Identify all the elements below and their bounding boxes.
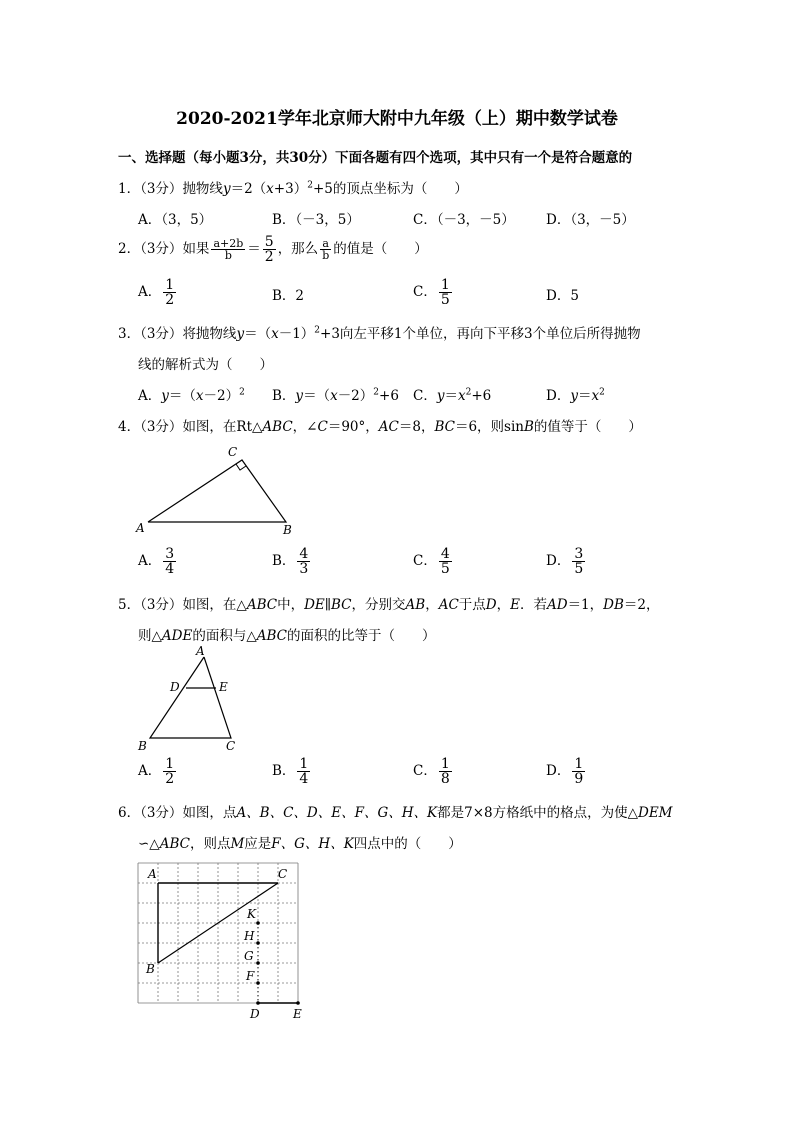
q3-option-d[interactable]: D．$y=x^2$ bbox=[546, 387, 605, 404]
q2-option-b[interactable]: B．2 bbox=[272, 288, 305, 304]
q6-grid-diagram bbox=[130, 855, 330, 1023]
section-title: 一、选择题（每小题3分，共30分）下面各题有四个选项，其中只有一个是符合题意的 bbox=[118, 150, 633, 166]
question-5: 5．（3分）如图，在△ABC中，DE∥BC，分别交AB，AC于点D，E．若AD＝1，DB＝2， bbox=[118, 597, 660, 613]
point-h bbox=[256, 941, 260, 945]
label-e: E bbox=[293, 1007, 302, 1021]
q2-option-a[interactable]: A． $\frac{1}{2}$ bbox=[138, 277, 175, 308]
label-b: B bbox=[146, 962, 155, 976]
fraction: $\frac{a}{b}$ bbox=[322, 237, 330, 262]
label-d: D bbox=[250, 1007, 260, 1021]
label-c: C bbox=[278, 867, 288, 881]
q3-option-c[interactable]: C．$y=x^2+6$ bbox=[413, 387, 492, 404]
q5-option-c[interactable]: C． $\frac{1}{8}$ bbox=[413, 756, 450, 787]
q4-option-a[interactable]: A． $\frac{3}{4}$ bbox=[138, 546, 175, 577]
q3-option-b[interactable]: B．$y=(x-2)^2+6$ bbox=[272, 387, 399, 404]
q4-option-c[interactable]: C． $\frac{4}{5}$ bbox=[413, 546, 450, 577]
question-3-line-2: 线的解析式为（ ） bbox=[138, 357, 273, 373]
q4-option-b[interactable]: B． $\frac{4}{3}$ bbox=[272, 546, 309, 577]
label-g: G bbox=[244, 949, 254, 963]
triangle-abc bbox=[150, 657, 231, 738]
point-e bbox=[296, 1001, 300, 1005]
label-h: H bbox=[244, 929, 255, 943]
fraction: $\frac{5}{2}$ bbox=[264, 234, 274, 265]
q1-option-d[interactable]: D．（3，－5） bbox=[546, 212, 635, 228]
q2-option-c[interactable]: C． $\frac{1}{5}$ bbox=[413, 277, 450, 308]
grid-lines bbox=[138, 863, 298, 1003]
label-c: C bbox=[226, 739, 236, 753]
question-1: 1．（3分）抛物线$y=2(x+3)^2+5$的顶点坐标为（ ） bbox=[118, 180, 468, 197]
point-g bbox=[256, 961, 260, 965]
label-e: E bbox=[219, 680, 228, 694]
q5-option-a[interactable]: A． $\frac{1}{2}$ bbox=[138, 756, 175, 787]
label-d: D bbox=[170, 680, 180, 694]
point-k bbox=[256, 921, 260, 925]
q2-option-d[interactable]: D．5 bbox=[546, 288, 579, 304]
question-4: 4．（3分）如图，在Rt△ABC，∠C＝90°，AC＝8，BC＝6，则sinB的值等于（ ） bbox=[118, 419, 642, 435]
q4-triangle-diagram bbox=[130, 440, 310, 540]
question-3: 3．（3分）将抛物线$y=(x-1)^2+3$向左平移1个单位，再向下平移3个单位后所得抛物 bbox=[118, 325, 641, 342]
label-f: F bbox=[246, 969, 255, 983]
label-b: B bbox=[283, 523, 292, 537]
point-d bbox=[256, 1001, 260, 1005]
label-a: A bbox=[148, 867, 157, 881]
question-5-line-2: 则△ADE的面积与△ABC的面积的比等于（ ） bbox=[138, 628, 436, 644]
q4-option-d[interactable]: D． $\frac{3}{5}$ bbox=[546, 546, 584, 577]
label-k: K bbox=[247, 907, 256, 921]
fraction: $\frac{a+2b}{b}$ bbox=[213, 237, 244, 262]
page-title: 2020-2021学年北京师大附中九年级（上）期中数学试卷 bbox=[176, 109, 618, 129]
q3-option-a[interactable]: A．$y=(x-2)^2$ bbox=[138, 387, 245, 404]
q1-option-b[interactable]: B．（－3，5） bbox=[272, 212, 360, 228]
label-a: A bbox=[136, 521, 145, 535]
question-6-line-2: ∽△ABC，则点M应是F、G、H、K四点中的（ ） bbox=[138, 836, 462, 852]
q1-option-c[interactable]: C．（－3，－5） bbox=[413, 212, 515, 228]
q5-option-b[interactable]: B． $\frac{1}{4}$ bbox=[272, 756, 309, 787]
point-f bbox=[256, 981, 260, 985]
q5-option-d[interactable]: D． $\frac{1}{9}$ bbox=[546, 756, 584, 787]
q5-triangle-diagram bbox=[130, 643, 250, 755]
question-2: 2．（3分）如果 $\frac{a+2b}{b}$ ＝ $\frac{5}{2}$ ，那么 $\frac{a}{b}$ 的值是（ ） bbox=[118, 234, 428, 265]
question-6: 6．（3分）如图，点A、B、C、D、E、F、G、H、K都是7×8方格纸中的格点，为使△DEM bbox=[118, 805, 673, 821]
triangle-abc bbox=[148, 460, 286, 522]
right-angle-mark bbox=[236, 464, 246, 470]
q1-option-a[interactable]: A．（3，5） bbox=[138, 212, 213, 228]
label-a: A bbox=[196, 644, 205, 658]
label-c: C bbox=[228, 445, 238, 459]
label-b: B bbox=[138, 739, 147, 753]
